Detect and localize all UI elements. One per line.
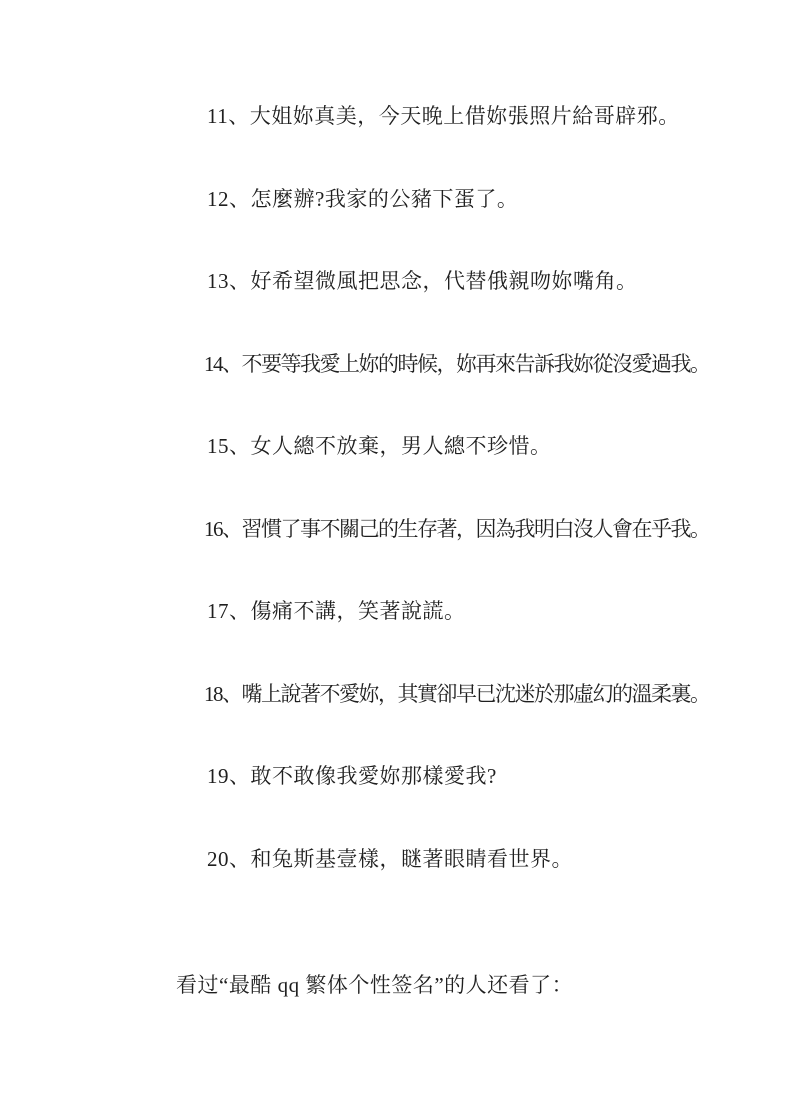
signature-item-20: 20、和兔斯基壹樣，瞇著眼睛看世界。 (207, 847, 573, 871)
signature-item-16: 16、習慣了事不關己的生存著，因為我明白沒人會在乎我。 (204, 517, 710, 541)
signature-item-17: 17、傷痛不講，笑著說謊。 (207, 599, 466, 623)
signature-item-19: 19、敢不敢像我愛妳那樣愛我? (207, 764, 497, 788)
signature-item-12: 12、怎麼辦?我家的公豬下蛋了。 (207, 187, 519, 211)
signature-item-13: 13、好希望微風把思念，代替俄親吻妳嘴角。 (207, 269, 638, 293)
related-seen-heading: 看过“最酷 qq 繁体个性签名”的人还看了： (176, 973, 574, 997)
signature-item-18: 18、嘴上說著不愛妳，其實卻早已沈迷於那虛幻的溫柔裏。 (204, 682, 710, 706)
signature-item-14: 14、不要等我愛上妳的時候，妳再來告訴我妳從沒愛過我。 (204, 352, 710, 376)
signature-item-15: 15、女人總不放棄，男人總不珍惜。 (207, 434, 552, 458)
signature-item-11: 11、大姐妳真美，今天晚上借妳張照片給哥辟邪。 (207, 104, 680, 128)
